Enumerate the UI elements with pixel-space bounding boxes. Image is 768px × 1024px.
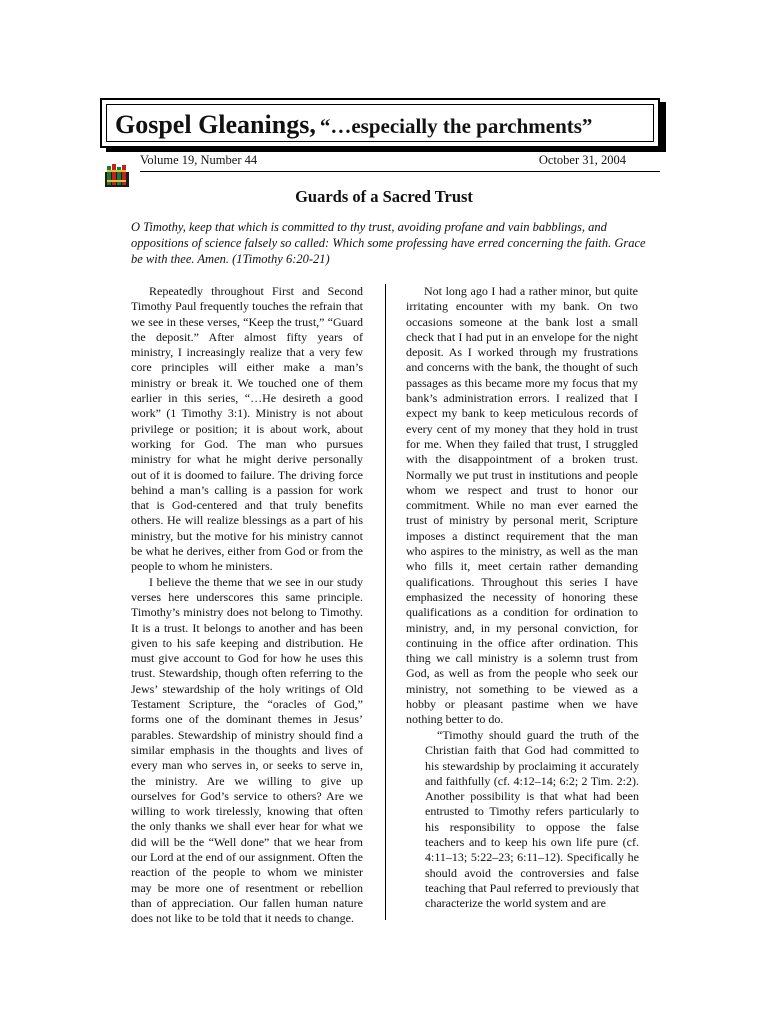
masthead — [100, 98, 660, 148]
issue-volume: Volume 19, Number 44 — [140, 153, 258, 167]
newsletter-name: Gospel Gleanings, — [115, 110, 316, 139]
left-column — [131, 284, 363, 926]
scripture-epigraph: O Timothy, keep that which is committed to thy trust, avoiding profane and vain babblings, and oppositions of science falsely so called: Which some professing have erred concerning the faith. Grace be with thee. Amen. (1Timothy 6:20-21) — [131, 220, 646, 266]
masthead-inner — [106, 104, 654, 142]
issue-date: October 31, 2004 — [538, 153, 626, 167]
paragraph: Not long ago I had a rather minor, but quite irritating encounter with my bank. On two occasions someone at the bank lost a small check that I had put in an envelope for the night deposit. As I worked through my frustrations and concerns with the bank, the thought of such passages as this became more my focus that my bank’s administration errors. I realized that I expect my bank to keep meticulous records of every cent of my money that they hold in trust for me. When they failed that trust, I struggled with the disappointment of a broken trust. Normally we put trust in institutions and people whom we respect and trust to honor our commitment. While no man ever earned the trust of ministry by personal merit, Scripture imposes a distinct requirement that the man who aspires to the ministry, as well as the man who fills it, meet certain rather demanding qualifications. Throughout this series I have emphasized the necessity of honoring these qualifications as a condition for ordination to ministry, and, in my personal conviction, for continuing in the office after ordination. This thing we call ministry is a solemn trust from God, as well as from the people who seek our ministry, not something to be viewed as a hobby or pleasant pastime when we have nothing better to do. — [406, 284, 638, 727]
paragraph: Repeatedly throughout First and Second Timothy Paul frequently touches the refrain that we see in these verses, “Keep the trust,” “Guard the deposit.” After almost fifty years of ministry, I increasingly realize that a very few core principles will either make a man’s ministry or break it. We touched one of them earlier in this series, “…He desireth a good work” (1 Timothy 3:1). Ministry is not about privilege or position; it is about work, about working for God. The man who pursues ministry for what he might derive personally out of it is doomed to failure. The driving force behind a man’s calling is a passion for work that is God-centered and that truly benefits others. He will realize blessings as a part of his ministry, but the motive for his ministry cannot be what he derives, either from God or from the people to whom he ministers. — [131, 284, 363, 574]
books-icon — [104, 160, 130, 188]
column-divider — [385, 284, 386, 920]
issue-info-row — [140, 153, 626, 168]
block-quote: “Timothy should guard the truth of the Christian faith that God had committed to his stewardship by proclaiming it accurately and faithfully (cf. 4:12–14; 6:2; 2 Tim. 2:2). Another possibility is that what had been entrusted to Timothy refers particularly to his responsibility to oppose the false teachers and to keep his own life pure (cf. 4:11–13; 5:22–23; 6:11–12). Specifically he should avoid the controversies and false teaching that Paul referred to previously that characterize the world system and are — [425, 728, 639, 911]
right-column — [406, 284, 638, 728]
header-divider — [140, 171, 660, 172]
paragraph: I believe the theme that we see in our study verses here underscores this same principle. Timothy’s ministry does not belong to Timothy. It is a trust. It belongs to another and has been given to his safe keeping and distribution. He must give account to God for how he uses this trust. Stewardship, though often referring to the Jews’ stewardship of the holy writings of Old Testament Scripture, the “oracles of God,” forms one of the dominant themes in Jesus’ parables. Stewardship of ministry should find a similar emphasis in the thoughts and lives of every man who serves in, or seeks to serve in, the ministry. Are we willing to give up ourselves for God’s service to others? Are we willing to work tirelessly, knowing that often the only thanks we shall ever hear for what we did will be the “Well done” that we hear from our Lord at the end of our assignment. Often the reaction of the people to whom we minister may be more one of resentment or rebellion than of appreciation. Our fallen human nature does not like to be told that it needs to change. — [131, 574, 363, 926]
article-title: Guards of a Sacred Trust — [295, 187, 473, 206]
newsletter-tagline: “…especially the parchments” — [319, 114, 593, 138]
